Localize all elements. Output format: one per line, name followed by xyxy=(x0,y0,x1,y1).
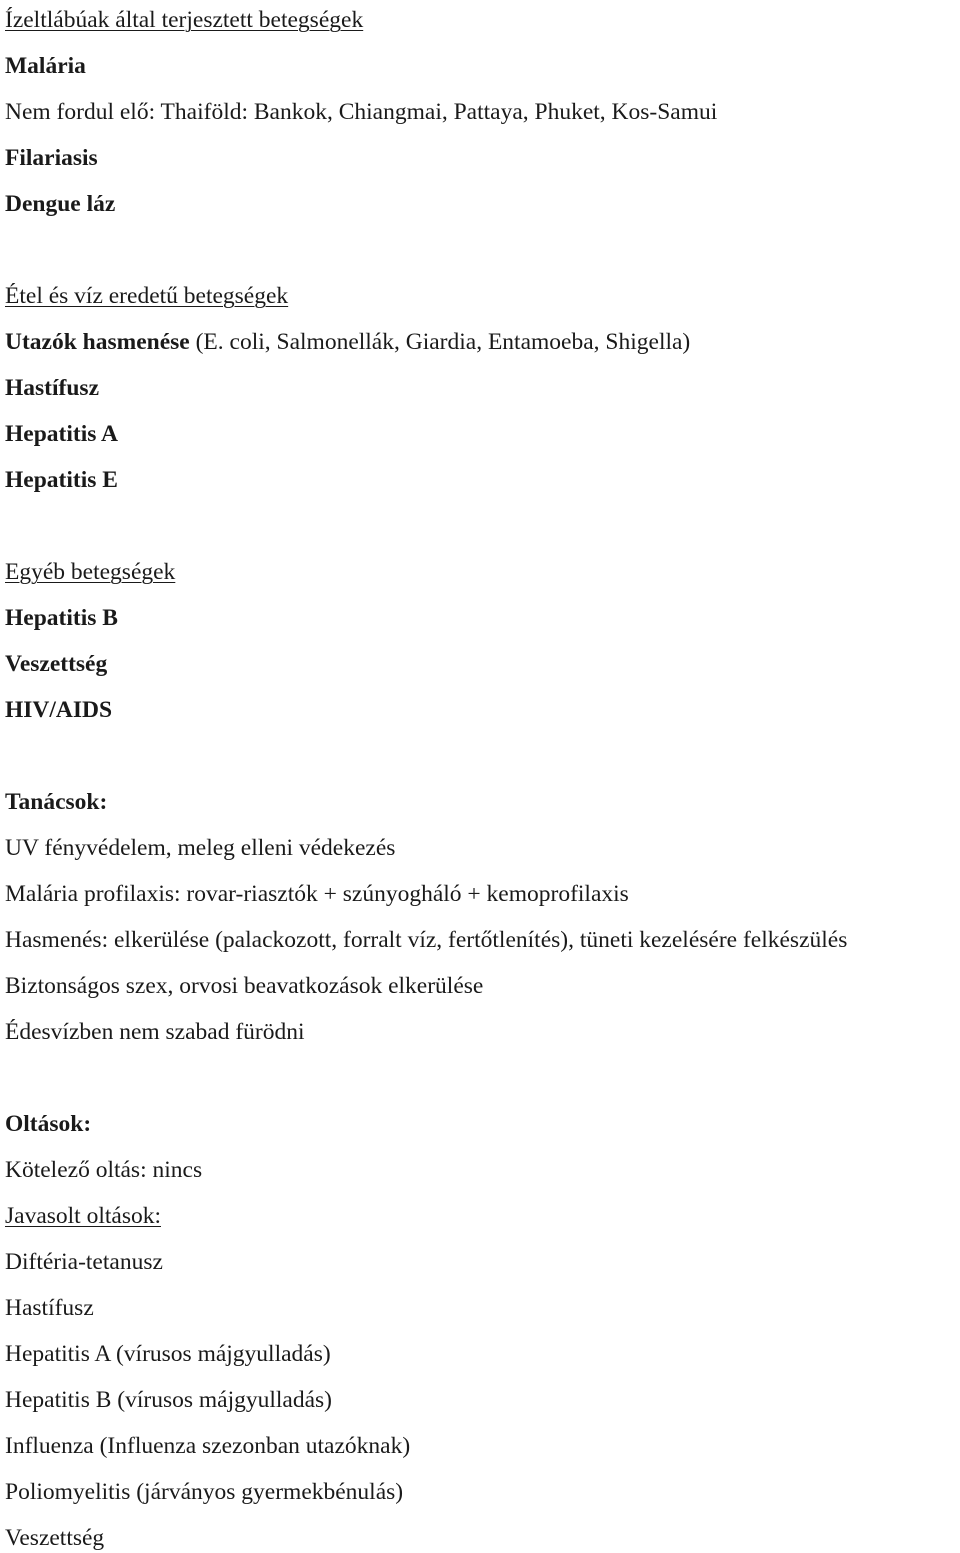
disease-typhoid: Hastífusz xyxy=(5,375,99,401)
section-heading-advice: Tanácsok: xyxy=(5,789,108,815)
vaccine-item: Hepatitis A (vírusos májgyulladás) xyxy=(5,1341,331,1367)
vaccine-item: Veszettség xyxy=(5,1525,105,1551)
advice-item: Édesvízben nem szabad fürödni xyxy=(5,1019,305,1045)
disease-hiv: HIV/AIDS xyxy=(5,697,113,723)
recommended-vaccines-heading: Javasolt oltások: xyxy=(5,1203,161,1229)
advice-item: Biztonságos szex, orvosi beavatkozások elkerülése xyxy=(5,973,484,999)
advice-item: Hasmenés: elkerülése (palackozott, forralt víz, fertőtlenítés), tüneti kezelésére felkészülés xyxy=(5,927,848,953)
diarrhea-pathogens: (E. coli, Salmonellák, Giardia, Entamoeba, Shigella) xyxy=(189,329,691,355)
disease-hepatitis-a: Hepatitis A xyxy=(5,421,118,447)
disease-rabies: Veszettség xyxy=(5,651,108,677)
advice-item: UV fényvédelem, meleg elleni védekezés xyxy=(5,835,396,861)
vaccine-item: Poliomyelitis (járványos gyermekbénulás) xyxy=(5,1479,404,1505)
vaccine-item: Influenza (Influenza szezonban utazóknak) xyxy=(5,1433,411,1459)
malaria-note: Nem fordul elő: Thaiföld: Bankok, Chiangmai, Pattaya, Phuket, Kos-Samui xyxy=(5,99,718,125)
section-heading-insects: Ízeltlábúak által terjesztett betegségek xyxy=(5,7,364,33)
section-heading-vaccines: Oltások: xyxy=(5,1111,92,1137)
vaccine-item: Hepatitis B (vírusos májgyulladás) xyxy=(5,1387,332,1413)
disease-dengue: Dengue láz xyxy=(5,191,116,217)
section-heading-food-water: Étel és víz eredetű betegségek xyxy=(5,283,289,309)
vaccine-item: Hastífusz xyxy=(5,1295,94,1321)
advice-item: Malária profilaxis: rovar-riasztók + szúnyogháló + kemoprofilaxis xyxy=(5,881,629,907)
disease-hepatitis-b: Hepatitis B xyxy=(5,605,118,631)
disease-filariasis: Filariasis xyxy=(5,145,98,171)
disease-malaria: Malária xyxy=(5,53,86,79)
mandatory-vaccine: Kötelező oltás: nincs xyxy=(5,1157,203,1183)
diarrhea-label: Utazók hasmenése xyxy=(5,329,190,355)
vaccine-item: Diftéria-tetanusz xyxy=(5,1249,163,1275)
disease-hepatitis-e: Hepatitis E xyxy=(5,467,118,493)
section-heading-other: Egyéb betegségek xyxy=(5,559,176,585)
disease-travelers-diarrhea xyxy=(5,328,690,356)
